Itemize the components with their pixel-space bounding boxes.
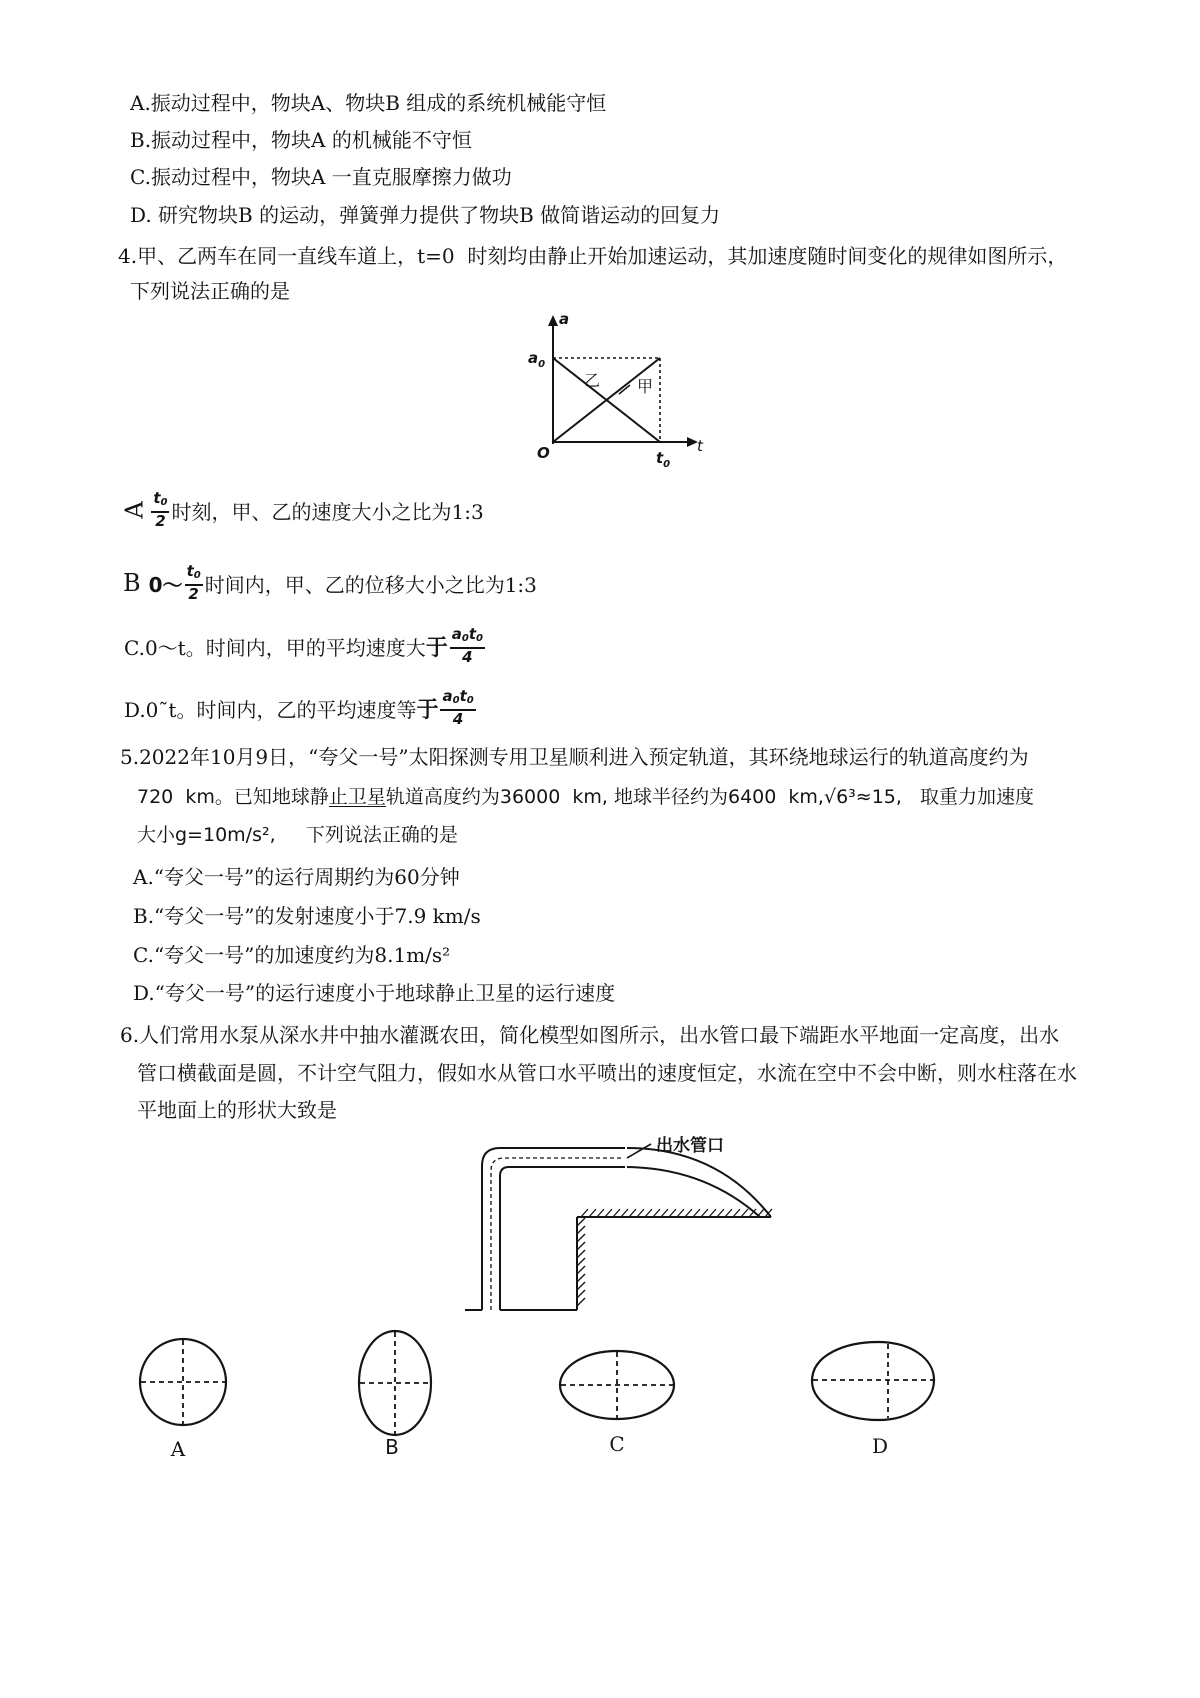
- num-t: t: [459, 687, 467, 705]
- hatch-mark: [741, 1209, 748, 1217]
- pipe-center-line: [491, 1158, 623, 1310]
- choice-c-label: C: [609, 1432, 625, 1456]
- egg-outline: [812, 1342, 934, 1420]
- choice-d-egg-shape: [806, 1336, 940, 1426]
- q3-option-b: B.振动过程中，物块A 的机械能不守恒: [130, 128, 472, 152]
- platform-wall-hatching: [577, 1218, 585, 1306]
- num-a: a: [451, 625, 462, 643]
- choice-b-label: B: [385, 1435, 399, 1459]
- fraction-numerator: [450, 626, 485, 649]
- hatch-mark: [685, 1209, 692, 1217]
- hatch-mark: [661, 1209, 668, 1217]
- q5-option-c: C.“夸父一号”的加速度约为8.1m/s²: [133, 943, 451, 967]
- fraction-t0-over-2: [185, 563, 203, 603]
- q5-stem-line3: 大小g=10m/s², 下列说法正确的是: [137, 824, 458, 846]
- option-text: 时间内，甲、乙的位移大小之比为1:3: [204, 572, 537, 597]
- hatch-mark: [653, 1209, 660, 1217]
- fraction-numerator: [151, 490, 169, 513]
- fraction-denominator: 2: [155, 512, 166, 530]
- num-a: a: [442, 687, 453, 705]
- option-text: D.0˜t。时间内，乙的平均速度等: [124, 697, 417, 722]
- fraction-denominator: 4: [452, 710, 464, 728]
- q5-option-d: D.“夸父一号”的运行速度小于地球静止卫星的运行速度: [133, 981, 616, 1005]
- hatch-mark: [733, 1209, 740, 1217]
- q3-option-c: C.振动过程中，物块A 一直克服摩擦力做功: [130, 165, 512, 189]
- q4-acceleration-time-graph: [500, 310, 720, 480]
- q4-option-b: [123, 562, 537, 604]
- num-t-sub: 0: [476, 633, 483, 644]
- outlet-label: 出水管口: [656, 1136, 724, 1156]
- q3-option-a: A.振动过程中，物块A、物块B 组成的系统机械能守恒: [130, 91, 607, 115]
- choice-c-horizontal-ellipse: [556, 1347, 678, 1423]
- num-sub: 0: [160, 497, 168, 508]
- option-letter: A: [120, 501, 149, 519]
- q4-option-a: [120, 489, 484, 531]
- hatch-mark: [577, 1290, 585, 1298]
- fraction-denominator: 2: [188, 585, 199, 603]
- hatch-mark: [577, 1218, 585, 1226]
- jia-label: 甲: [637, 377, 654, 396]
- q4-stem-line2: 下列说法正确的是: [130, 279, 290, 303]
- fraction-a0t0-over-4: [440, 688, 475, 728]
- hatch-mark: [701, 1209, 708, 1217]
- hatch-mark: [581, 1209, 588, 1217]
- fraction-numerator: [185, 563, 203, 586]
- hatch-mark: [597, 1209, 604, 1217]
- pipe-inner-wall: [500, 1167, 625, 1310]
- hatch-mark: [725, 1209, 732, 1217]
- num-main: t: [153, 489, 161, 507]
- num-t: t: [468, 625, 476, 643]
- option-emphasis: 于: [416, 696, 439, 723]
- q5-underlined-term: 止卫星: [328, 786, 386, 808]
- hatch-mark: [577, 1234, 585, 1242]
- hatch-mark: [693, 1209, 700, 1217]
- fraction-denominator: 4: [462, 648, 473, 666]
- hatch-mark: [577, 1250, 585, 1258]
- hatch-mark: [757, 1209, 764, 1217]
- platform-top-hatching: [581, 1209, 772, 1217]
- hatch-mark: [621, 1209, 628, 1217]
- origin-label: O: [537, 444, 550, 462]
- hatch-mark: [645, 1209, 652, 1217]
- option-emphasis: 于: [425, 634, 448, 661]
- label-leader-line: [627, 1144, 651, 1158]
- q4-option-c: [124, 625, 487, 667]
- hatch-mark: [637, 1209, 644, 1217]
- hatch-mark: [577, 1226, 585, 1234]
- hatch-mark: [709, 1209, 716, 1217]
- q5-option-a: A.“夸父一号”的运行周期约为60分钟: [133, 865, 460, 889]
- q5-stem-line1: 5.2022年10月9日，“夸父一号”太阳探测专用卫星顺利进入预定轨道，其环绕地球运行的轨道高度约为: [120, 745, 1029, 769]
- hatch-mark: [577, 1298, 585, 1306]
- hatch-mark: [613, 1209, 620, 1217]
- hatch-mark: [577, 1282, 585, 1290]
- option-prefix: 0～: [148, 572, 183, 597]
- q3-option-d: D. 研究物块B 的运动，弹簧弹力提供了物块B 做简谐运动的回复力: [130, 203, 721, 227]
- hatch-mark: [577, 1266, 585, 1274]
- y-axis-label: a: [559, 310, 570, 328]
- x-axis-label: t: [697, 437, 703, 455]
- num-a-sub: 0: [461, 633, 469, 644]
- q6-stem-line3: 平地面上的形状大致是: [137, 1098, 337, 1122]
- q5-option-b: B.“夸父一号”的发射速度小于7.9 km/s: [133, 904, 481, 928]
- choice-a-label: A: [170, 1437, 186, 1461]
- num-sub: 0: [193, 570, 201, 581]
- q6-stem-line1: 6.人们常用水泵从深水井中抽水灌溉农田，简化模型如图所示，出水管口最下端距水平地面一定高度，出水: [120, 1023, 1060, 1047]
- hatch-mark: [577, 1258, 585, 1266]
- hatch-mark: [589, 1209, 596, 1217]
- fraction-numerator: [440, 688, 475, 711]
- choice-a-circle: [135, 1334, 231, 1430]
- q4-stem-line1: 4.甲、乙两车在同一直线车道上，t=0 时刻均由静止开始加速运动，其加速度随时间变化的规律如图所示，: [118, 244, 1068, 268]
- hatch-mark: [717, 1209, 724, 1217]
- choice-d-label: D: [871, 1434, 889, 1458]
- num-a-sub: 0: [452, 695, 460, 706]
- fraction-a0t0-over-4: [450, 626, 485, 666]
- option-letter: B: [123, 569, 141, 597]
- hatch-mark: [629, 1209, 636, 1217]
- choice-b-vertical-ellipse: [355, 1326, 435, 1440]
- num-t-sub: 0: [466, 695, 474, 706]
- num-main: t: [186, 562, 194, 580]
- hatch-mark: [577, 1242, 585, 1250]
- hatch-mark: [605, 1209, 612, 1217]
- y-axis-arrow: [548, 315, 558, 326]
- q6-stem-line2: 管口横截面是圆，不计空气阻力，假如水从管口水平喷出的速度恒定，水流在空中不会中断，则水柱落在水: [137, 1061, 1077, 1085]
- option-text: C.0～t。时间内，甲的平均速度大: [124, 635, 426, 660]
- hatch-mark: [677, 1209, 684, 1217]
- q5-stem-line2-part-b: 轨道高度约为36000 km, 地球半径约为6400 km,√6³≈15, 取重力加速度: [385, 786, 1035, 808]
- a0-label: $a_0$: [528, 349, 546, 370]
- option-text: 时刻，甲、乙的速度大小之比为1:3: [171, 499, 484, 524]
- yi-label: 乙: [584, 371, 601, 390]
- q5-stem-line2: [137, 785, 1034, 809]
- q4-option-d: [124, 687, 478, 729]
- hatch-mark: [669, 1209, 676, 1217]
- hatch-mark: [577, 1274, 585, 1282]
- q5-stem-line2-part-a: 720 km。已知地球静: [137, 786, 329, 808]
- q6-pipe-diagram: [455, 1120, 785, 1320]
- water-stream-outer: [627, 1148, 771, 1217]
- t0-label: $t_0$: [656, 449, 671, 470]
- pipe-outer-wall: [482, 1148, 625, 1310]
- fraction-t0-over-2: [151, 490, 169, 530]
